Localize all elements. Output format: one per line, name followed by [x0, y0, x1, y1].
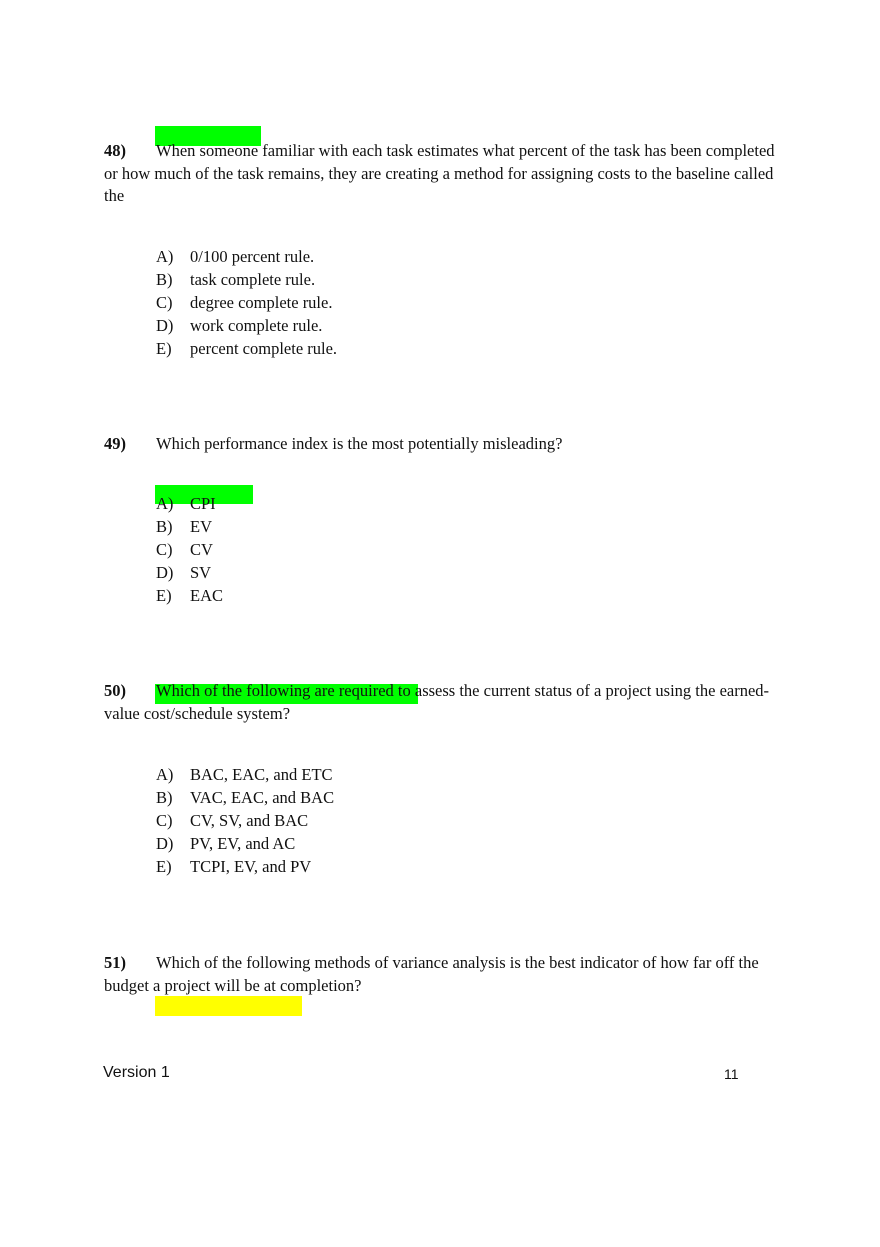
- option-text: CV: [190, 540, 213, 559]
- options-48: [156, 245, 337, 360]
- option-letter: C): [156, 540, 173, 559]
- option-letter: D): [156, 834, 174, 853]
- option-text: EV: [190, 517, 212, 536]
- question-text: Which of the following methods of variance analysis is the best indicator of how far off the budget a project will be at completion?: [104, 953, 759, 995]
- option-e: [156, 337, 337, 360]
- question-text: Which performance index is the most potentially misleading?: [156, 434, 563, 453]
- question-number: 48): [104, 141, 126, 160]
- option-text: VAC, EAC, and BAC: [190, 788, 335, 807]
- option-e: [156, 855, 334, 878]
- option-text: degree complete rule.: [190, 293, 333, 312]
- option-text: EAC: [190, 586, 223, 605]
- option-letter: D): [156, 563, 174, 582]
- option-d: [156, 561, 223, 584]
- question-number: 51): [104, 953, 126, 972]
- option-b: [156, 786, 334, 809]
- question-text: o assess the current status of a project using the earned-value cost/schedule system?: [104, 681, 770, 723]
- options-49: [156, 492, 223, 607]
- option-letter: A): [156, 494, 174, 513]
- option-b: [156, 268, 337, 291]
- footer-version: Version 1: [103, 1064, 170, 1081]
- option-letter: A): [156, 765, 174, 784]
- option-letter: E): [156, 586, 172, 605]
- option-d: [156, 832, 334, 855]
- option-text: PV, EV, and AC: [190, 834, 296, 853]
- option-b: [156, 515, 223, 538]
- option-d: [156, 314, 337, 337]
- option-text: TCPI, EV, and PV: [190, 857, 312, 876]
- option-text: 0/100 percent rule.: [190, 247, 315, 266]
- option-a: [156, 492, 223, 515]
- option-text: percent complete rule.: [190, 339, 338, 358]
- question-50: [104, 680, 784, 725]
- option-letter: A): [156, 247, 174, 266]
- question-49: [104, 433, 784, 456]
- option-letter: D): [156, 316, 174, 335]
- option-text: BAC, EAC, and ETC: [190, 765, 333, 784]
- options-50: [156, 763, 334, 878]
- question-number: 50): [104, 681, 126, 700]
- highlight-q51: [155, 996, 302, 1016]
- option-text: work complete rule.: [190, 316, 323, 335]
- option-letter: E): [156, 339, 172, 358]
- option-letter: B): [156, 788, 173, 807]
- option-a: [156, 245, 337, 268]
- option-e: [156, 584, 223, 607]
- question-51: [104, 952, 784, 997]
- option-letter: E): [156, 857, 172, 876]
- question-text: When someone familiar with each task estimates what percent of the task has been completed or how much of the task remains, they are creating a method for assigning costs to the baseline called the: [104, 141, 775, 205]
- option-letter: B): [156, 517, 173, 536]
- question-number: 49): [104, 434, 126, 453]
- option-text: CPI: [190, 494, 216, 513]
- question-text-highlighted: Which of the following are required t: [156, 681, 403, 700]
- option-letter: B): [156, 270, 173, 289]
- option-text: task complete rule.: [190, 270, 316, 289]
- option-c: [156, 538, 223, 561]
- option-letter: C): [156, 293, 173, 312]
- option-c: [156, 809, 334, 832]
- option-text: CV, SV, and BAC: [190, 811, 309, 830]
- question-48: [104, 140, 784, 208]
- option-c: [156, 291, 337, 314]
- footer-page-number: 11: [724, 1066, 739, 1082]
- option-text: SV: [190, 563, 212, 582]
- option-a: [156, 763, 334, 786]
- option-letter: C): [156, 811, 173, 830]
